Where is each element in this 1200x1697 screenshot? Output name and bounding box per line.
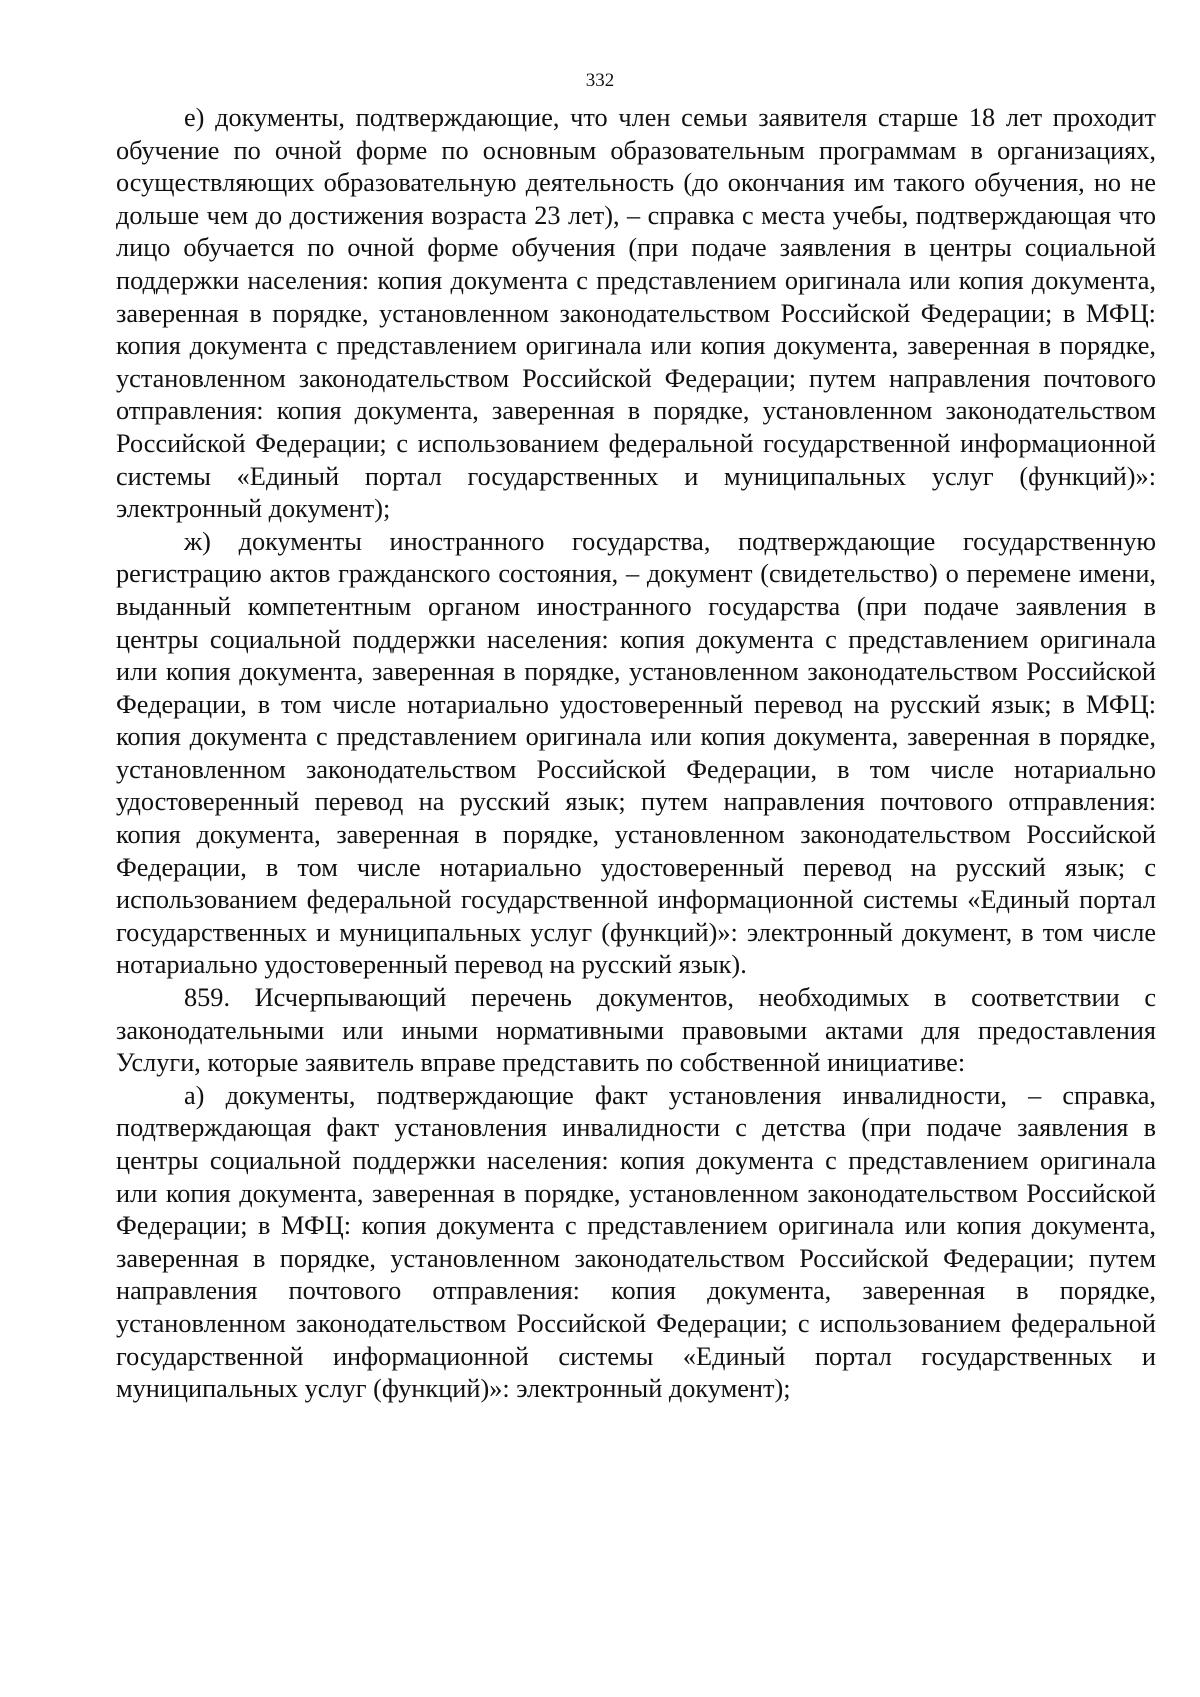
- paragraph-section-859: 859. Исчерпывающий перечень документов, необходимых в соответствии с законодательными или иными нормативными правовыми актами для предоставления Услуги, которые заявитель вправе представить по собственной инициативе:: [116, 983, 1156, 1078]
- paragraph-item-a: а) документы, подтверждающие факт установления инвалидности, – справка, подтверждающая факт установления инвалидности с детства (при подаче заявления в центры социальной поддержки населения: копия документа с представлением оригинала или копия документа, заверенная в порядке, установленном законодательством Российской Федерации; в МФЦ: копия документа с представлением оригинала или копия документа, заверенная в порядке, установленном законодательством Российской Федерации; путем направления почтового отправления: копия документа, заверенная в порядке, установленном законодательством Российской Федерации; с использованием федеральной государственной информационной системы «Единый портал государственных и муниципальных услуг (функций)»: электронный документ);: [116, 1080, 1156, 1404]
- document-body: [116, 102, 1156, 1406]
- page-number: 332: [585, 70, 615, 91]
- paragraph-item-e: е) документы, подтверждающие, что член семьи заявителя старше 18 лет проходит обучение по очной форме по основным образовательным программам в организациях, осуществляющих образовательную деятельность (до окончания им такого обучения, но не дольше чем до достижения возраста 23 лет), – справка с места учебы, подтверждающая что лицо обучается по очной форме обучения (при подаче заявления в центры социальной поддержки населения: копия документа с представлением оригинала или копия документа, заверенная в порядке, установленном законодательством Российской Федерации; в МФЦ: копия документа с представлением оригинала или копия документа, заверенная в порядке, установленном законодательством Российской Федерации; путем направления почтового отправления: копия документа, заверенная в порядке, установленном законодательством Российской Федерации; с использованием федеральной государственной информационной системы «Единый портал государственных и муниципальных услуг (функций)»: электронный документ);: [116, 103, 1156, 524]
- paragraph-item-zh: ж) документы иностранного государства, подтверждающие государственную регистрацию актов гражданского состояния, – документ (свидетельство) о перемене имени, выданный компетентным органом иностранного государства (при подаче заявления в центры социальной поддержки населения: копия документа с представлением оригинала или копия документа, заверенная в порядке, установленном законодательством Российской Федерации, в том числе нотариально удостоверенный перевод на русский язык; в МФЦ: копия документа с представлением оригинала или копия документа, заверенная в порядке, установленном законодательством Российской Федерации, в том числе нотариально удостоверенный перевод на русский язык; путем направления почтового отправления: копия документа, заверенная в порядке, установленном законодательством Российской Федерации, в том числе нотариально удостоверенный перевод на русский язык; с использованием федеральной государственной информационной системы «Единый портал государственных и муниципальных услуг (функций)»: электронный документ, в том числе нотариально удостоверенный перевод на русский язык).: [116, 526, 1156, 980]
